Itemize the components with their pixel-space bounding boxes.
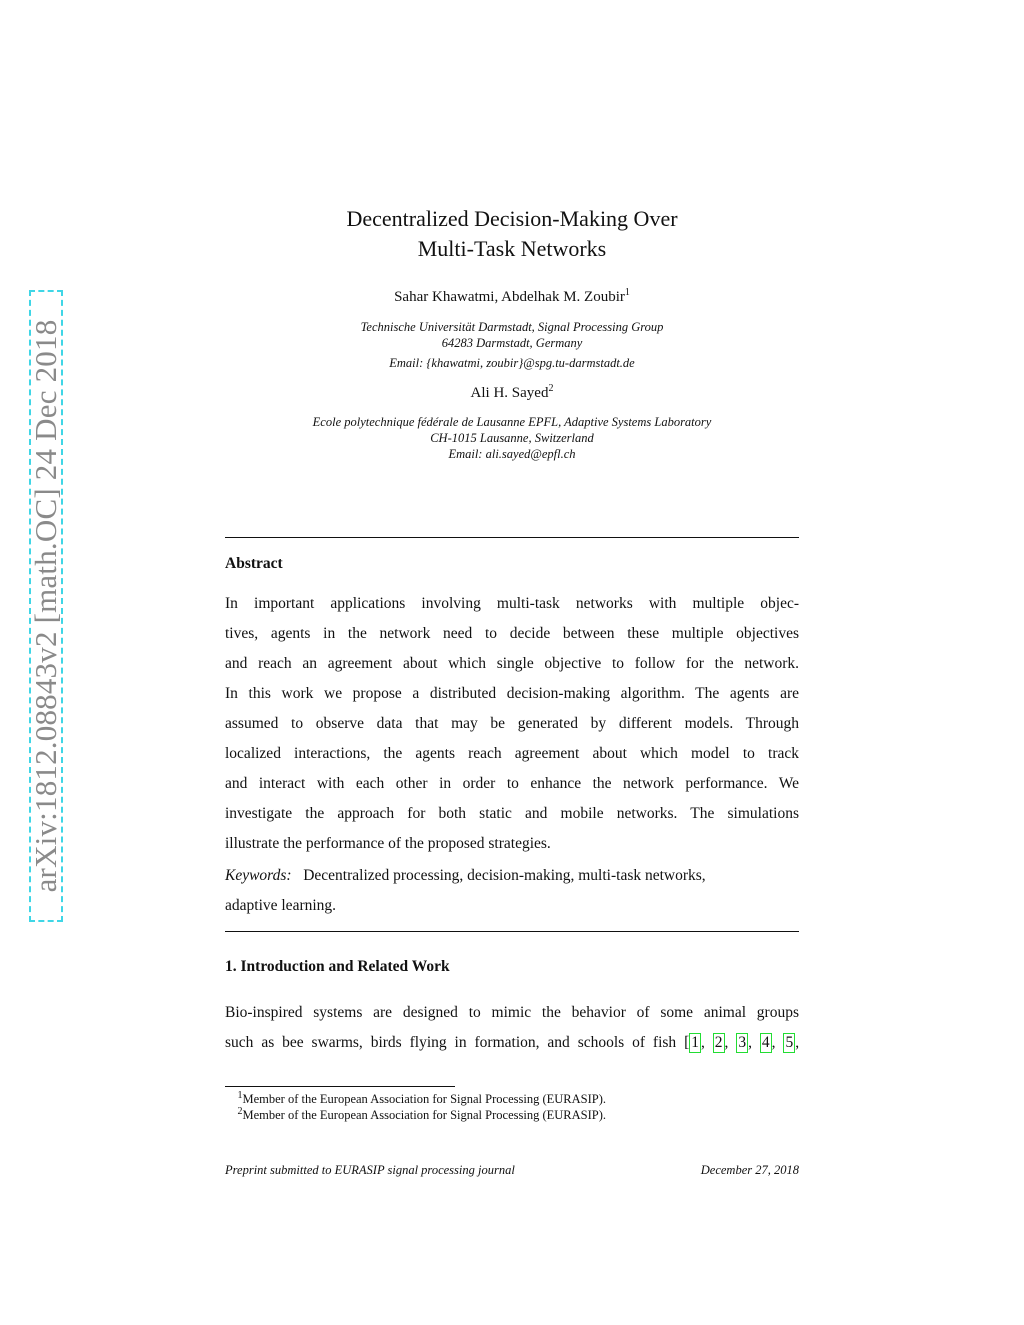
authors-group-1 (0, 289, 1024, 306)
affiliation-2 (0, 414, 1024, 462)
abstract-heading: Abstract (225, 555, 283, 572)
arxiv-id: arXiv:1812.08843v2 [math.OC] 24 Dec 2018 (28, 319, 63, 893)
footnotes (225, 1091, 799, 1123)
authors-footnote-mark-2[interactable]: 2 (548, 383, 554, 394)
citation-link-2[interactable]: 2 (714, 1034, 723, 1051)
authors-group-2 (0, 385, 1024, 402)
intro-line-with-citations: such as bee swarms, birds flying in formation, and schools of fish [ 1 , 2 , 3 , 4 , 5 , (225, 1034, 800, 1051)
keywords-text-2: adaptive learning. (225, 897, 337, 914)
footnote-2-mark: 2 (237, 1105, 243, 1117)
affiliation-2-line-1: Ecole polytechnique fédérale de Lausanne EPFL, Adaptive Systems Laboratory (312, 415, 712, 429)
intro-line: Bio-inspired systems are designed to mimic the behavior of some animal groups (225, 1004, 799, 1021)
abstract-line: illustrate the performance of the proposed strategies. (225, 835, 551, 852)
authors-names-1: Sahar Khawatmi, Abdelhak M. Zoubir (394, 289, 625, 305)
section-heading-introduction: 1. Introduction and Related Work (225, 958, 450, 975)
paper-title (0, 204, 1024, 264)
introduction-body (225, 998, 799, 1058)
affiliation-1-line-1: Technische Universität Darmstadt, Signal Processing Group (360, 320, 664, 334)
intro-line-2-text: such as bee swarms, birds flying in formation, and schools of fish [ (225, 1034, 690, 1051)
footnote-2 (225, 1107, 799, 1123)
page-footer (225, 1163, 799, 1178)
keywords-label: Keywords: (225, 867, 292, 884)
footer-date: December 27, 2018 (700, 1163, 799, 1177)
abstract-line: and interact with each other in order to enhance the network performance. We (225, 775, 799, 792)
citation-link-1[interactable]: 1 (691, 1034, 699, 1051)
abstract-line: In this work we propose a distributed decision-making algorithm. The agents are (225, 685, 799, 702)
abstract-line: assumed to observe data that may be generated by different models. Through (225, 715, 799, 732)
authors-footnote-mark-1[interactable]: 1 (624, 287, 630, 298)
footnote-1-mark: 1 (237, 1089, 243, 1101)
footer-preprint-note: Preprint submitted to EURASIP signal processing journal (225, 1163, 515, 1177)
authors-names-2: Ali H. Sayed (470, 385, 549, 401)
abstract-line: localized interactions, the agents reach agreement about which model to track (225, 745, 799, 762)
affiliation-2-email: Email: ali.sayed@epfl.ch (448, 447, 576, 461)
title-line-2: Multi-Task Networks (417, 236, 607, 261)
abstract-top-rule (225, 537, 799, 538)
abstract-line: and reach an agreement about which single objective to follow for the network. (225, 655, 799, 672)
keywords-line-1 (225, 861, 799, 891)
abstract-line: In important applications involving multi-task networks with multiple objec- (225, 595, 799, 612)
citation-link-4[interactable]: 4 (761, 1034, 770, 1051)
abstract-body (225, 589, 799, 859)
citation-link-3[interactable]: 3 (738, 1034, 747, 1051)
footnote-1-text: Member of the European Association for Signal Processing (EURASIP). (242, 1092, 606, 1106)
abstract-line: investigate the approach for both static and mobile networks. The simulations (225, 805, 799, 822)
keywords-text-1: Decentralized processing, decision-making, multi-task networks, (303, 867, 706, 884)
affiliation-1-line-2: 64283 Darmstadt, Germany (441, 336, 583, 350)
title-line-1: Decentralized Decision-Making Over (346, 206, 678, 231)
affiliation-1 (0, 319, 1024, 351)
footnote-2-text: Member of the European Association for Signal Processing (EURASIP). (242, 1108, 606, 1122)
affiliation-1-email: Email: {khawatmi, zoubir}@spg.tu-darmstadt.de (389, 356, 635, 370)
abstract-bottom-rule (225, 931, 799, 932)
abstract-line: tives, agents in the network need to decide between these multiple objectives (225, 625, 799, 642)
keywords (225, 861, 799, 921)
footnote-1 (225, 1091, 799, 1107)
citation-link-5[interactable]: 5 (785, 1034, 794, 1051)
affiliation-2-line-2: CH-1015 Lausanne, Switzerland (430, 431, 594, 445)
footnote-rule (225, 1086, 455, 1087)
